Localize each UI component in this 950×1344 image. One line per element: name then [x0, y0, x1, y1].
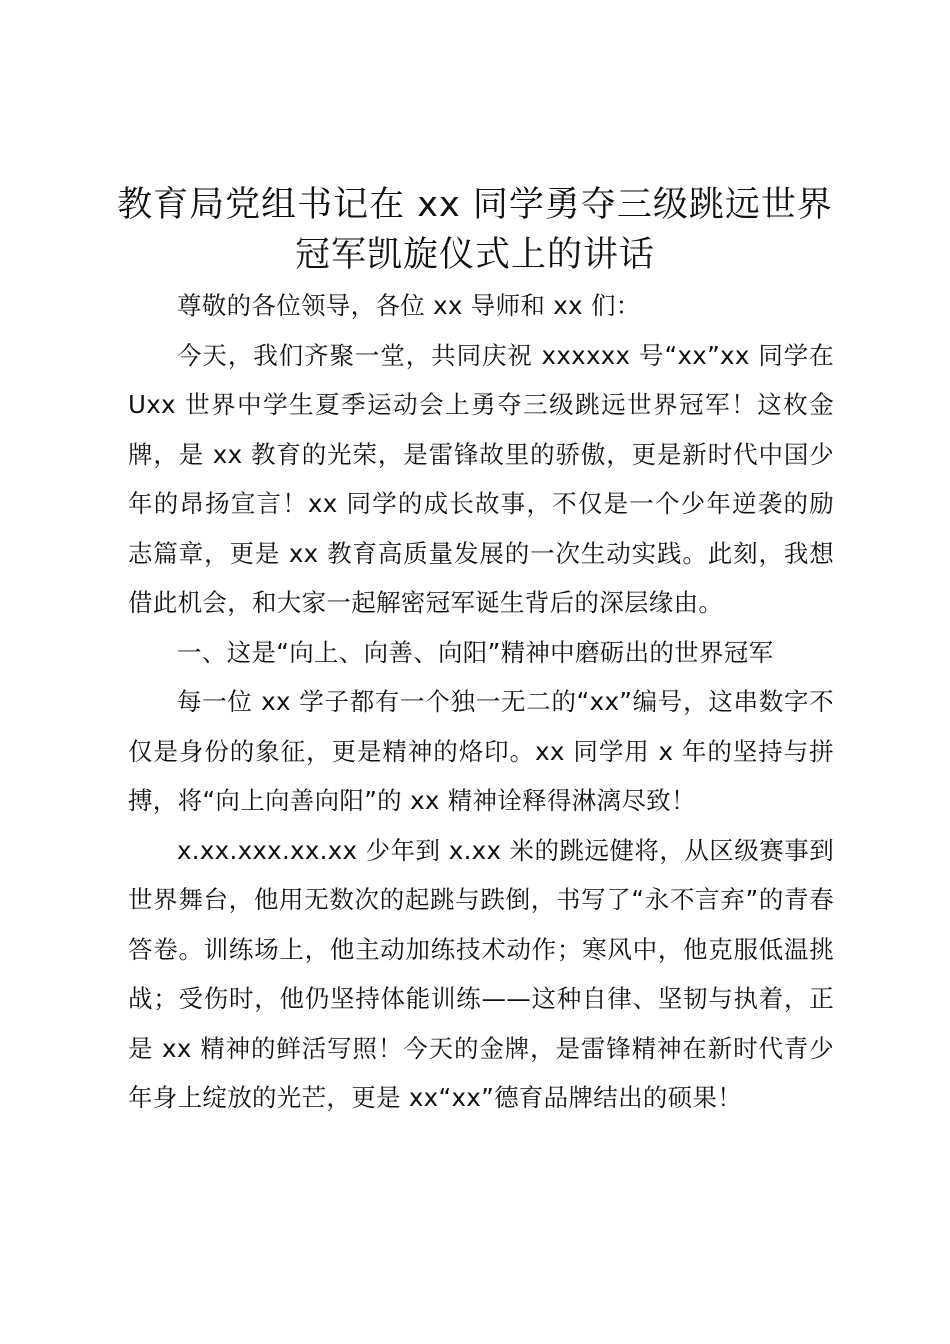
section-heading-1: 一、这是“向上、向善、向阳”精神中磨砺出的世界冠军: [177, 637, 774, 667]
paragraph-intro: 今天，我们齐聚一堂，共同庆祝 xxxxxx 号“xx”xx 同学在 Uxx 世界中学生夏季运动会上勇夺三级跳远世界冠军！这枚金牌，是 xx 教育的光荣，是雷锋故里的骄傲，更是新时代中国少年的昂扬宣言！xx 同学的成长故事，不仅是一个少年逆袭的励志篇章，更是 xx 教育高质量发展的一次生动实践。此刻，我想借此机会，和大家一起解密冠军诞生背后的深层缘由。: [128, 340, 834, 617]
paragraph-journey: x.xx.xxx.xx.xx 少年到 x.xx 米的跳远健将，从区级赛事到世界舞台，他用无数次的起跳与跌倒，书写了“永不言弃”的青春答卷。训练场上，他主动加练技术动作；寒风中，他克服低温挑战；受伤时，他仍坚持体能训练——这种自律、坚韧与执着，正是 xx 精神的鲜活写照！今天的金牌，是雷锋精神在新时代青少年身上绽放的光芒，更是 xx“xx”德育品牌结出的硕果！: [128, 835, 834, 1112]
paragraph-number: 每一位 xx 学子都有一个独一无二的“xx”编号，这串数字不仅是身份的象征，更是精神的烙印。xx 同学用 x 年的坚持与拼搏，将“向上向善向阳”的 xx 精神诠释得淋漓尽致！: [128, 687, 834, 815]
salutation: 尊敬的各位领导，各位 xx 导师和 xx 们：: [177, 291, 641, 320]
title-line-1: 教育局党组书记在 xx 同学勇夺三级跳远世界: [117, 185, 833, 225]
title-line-2: 冠军凯旋仪式上的讲话: [294, 235, 655, 275]
document-title: [110, 180, 840, 280]
document-body: [128, 281, 834, 1123]
